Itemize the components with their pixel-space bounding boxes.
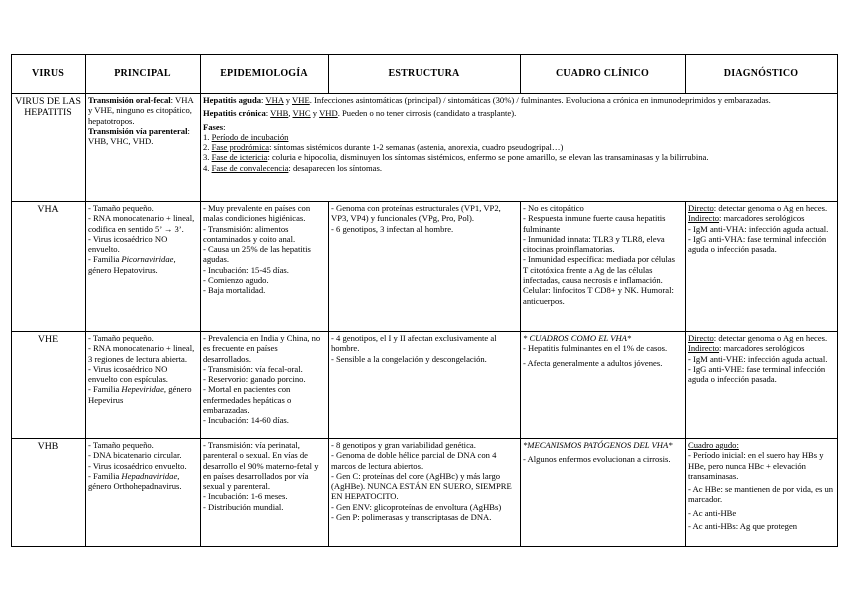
general-info: Hepatitis aguda: VHA y VHE. Infecciones asintomáticas (principal) / sintomáticas (30%) / fulminantes. Evoluciona a crónica en inmunodeprimidos y embarazadas. Hepatitis crónica: VHB, VHC y VHD. Pueden o no tener cirrosis (candidato a trasplante). Fases: 1. Período de incubación 2. Fase prodrómica: síntomas sistémicos durante 1-2 semanas (astenia, anorexia, cuadro pseudogripal…) 3. Fase de ictericia: coluria e hipocolia, disminuyen los síntomas sistémicos, enfermo se pone amarillo, se elevan las transaminasas y la bilirrubina. 4. Fase de convalecencia: desaparecen los síntomas. xyxy=(201,94,838,202)
header-principal: PRINCIPAL xyxy=(86,55,201,94)
vha-clinico: - No es citopático - Respuesta inmune fuerte causa hepatitis fulminante - Inmunidad innata: TLR3 y TLR8, eleva citocinas proinflamatorias. - Inmunidad específica: mediada por células T citotóxica frente a Ag de las células infectadas, causa necrosis e inflamación. Celular: linfocitos T CD8+ y NK. Humoral: anticuerpos. xyxy=(521,202,686,332)
vhb-estructura: - 8 genotipos y gran variabilidad genética. - Genoma de doble hélice parcial de DNA con 4 marcos de lectura abiertos. - Gen C: proteínas del core (AgHBc) y más largo (AgHBe). NUNCA ESTÁN EN SUERO, SIEMPRE EN HEPATOCITO. - Gen ENV: glicoproteínas de envoltura (AgHBs) - Gen P: polimerasas y transcriptasas de DNA. xyxy=(329,439,521,547)
vha-epidemiologia: - Muy prevalente en países con malas condiciones higiénicas. - Transmisión: alimentos contaminados y coito anal. - Causa un 25% de las hepatitis agudas. - Incubación: 15-45 días. - Comienzo agudo. - Baja mortalidad. xyxy=(201,202,329,332)
vhb-principal: - Tamaño pequeño. - DNA bicatenario circular. - Virus icosaédrico envuelto. - Familia Hepadnaviridae, género Orthohepadnavirus. xyxy=(86,439,201,547)
vhe-estructura: - 4 genotipos, el I y II afectan exclusivamente al hombre. - Sensible a la congelación y descongelación. xyxy=(329,332,521,439)
header-virus: VIRUS xyxy=(12,55,86,94)
header-diagnostico: DIAGNÓSTICO xyxy=(686,55,838,94)
vha-principal: - Tamaño pequeño. - RNA monocatenario + lineal, codifica en sentido 5’ → 3’. - Virus icosaédrico NO envuelto. - Familia Picornaviridae, género Hepatovirus. xyxy=(86,202,201,332)
header-epidemiologia: EPIDEMIOLOGÍA xyxy=(201,55,329,94)
vhb-diagnostico: Cuadro agudo: - Período inicial: en el suero hay HBs y HBe, pero nunca HBc + elevación transaminasas. - Ac HBe: se mantienen de por vida, es un marcador. - Ac anti-HBe - Ac anti-HBs: Ag que protegen xyxy=(686,439,838,547)
virus-general: VIRUS DE LAS HEPATITIS xyxy=(12,94,86,202)
vhe-epidemiologia: - Prevalencia en India y China, no es frecuente en países desarrollados. - Transmisión: vía fecal-oral. - Reservorio: ganado porcino. - Mortal en pacientes con enfermedades hepáticas o embarazadas. - Incubación: 14-60 días. xyxy=(201,332,329,439)
vha-estructura: - Genoma con proteínas estructurales (VP1, VP2, VP3, VP4) y funcionales (VPg, Pro, Pol). - 6 genotipos, 3 infectan al hombre. xyxy=(329,202,521,332)
virus-vhe: VHE xyxy=(12,332,86,439)
vha-diagnostico: Directo: detectar genoma o Ag en heces. Indirecto: marcadores serológicos - IgM anti-VHA: infección aguda actual. - IgG anti-VHA: fase terminal infección aguda o infección pasada. xyxy=(686,202,838,332)
vhe-clinico: * CUADROS COMO EL VHA* - Hepatitis fulminantes en el 1% de casos. - Afecta generalmente a adultos jóvenes. xyxy=(521,332,686,439)
vhe-principal: - Tamaño pequeño. - RNA monocatenario + lineal, 3 regiones de lectura abierta. - Virus icosaédrico NO envuelto con espículas. - Familia Hepeviridae, género Hepevirus xyxy=(86,332,201,439)
hepatitis-table xyxy=(11,54,838,547)
virus-vha: VHA xyxy=(12,202,86,332)
row-general xyxy=(12,94,838,202)
header-estructura: ESTRUCTURA xyxy=(329,55,521,94)
row-vhe xyxy=(12,332,838,439)
row-vha xyxy=(12,202,838,332)
general-principal: Transmisión oral-fecal: VHA y VHE, ninguno es citopático, hepatotropos. Transmisión vía parenteral: VHB, VHC, VHD. xyxy=(86,94,201,202)
header-row xyxy=(12,55,838,94)
header-cuadro-clinico: CUADRO CLÍNICO xyxy=(521,55,686,94)
vhb-clinico: *MECANISMOS PATÓGENOS DEL VHA* - Algunos enfermos evolucionan a cirrosis. xyxy=(521,439,686,547)
row-vhb xyxy=(12,439,838,547)
virus-vhb: VHB xyxy=(12,439,86,547)
vhe-diagnostico: Directo: detectar genoma o Ag en heces. Indirecto: marcadores serológicos - IgM anti-VHE: infección aguda actual. - IgG anti-VHE: fase terminal infección aguda o infección pasada. xyxy=(686,332,838,439)
vhb-epidemiologia: - Transmisión: vía perinatal, parenteral o sexual. En vías de desarrollo el 90% materno-fetal y en países desarrollados por vía sexual y parenteral. - Incubación: 1-6 meses. - Distribución mundial. xyxy=(201,439,329,547)
